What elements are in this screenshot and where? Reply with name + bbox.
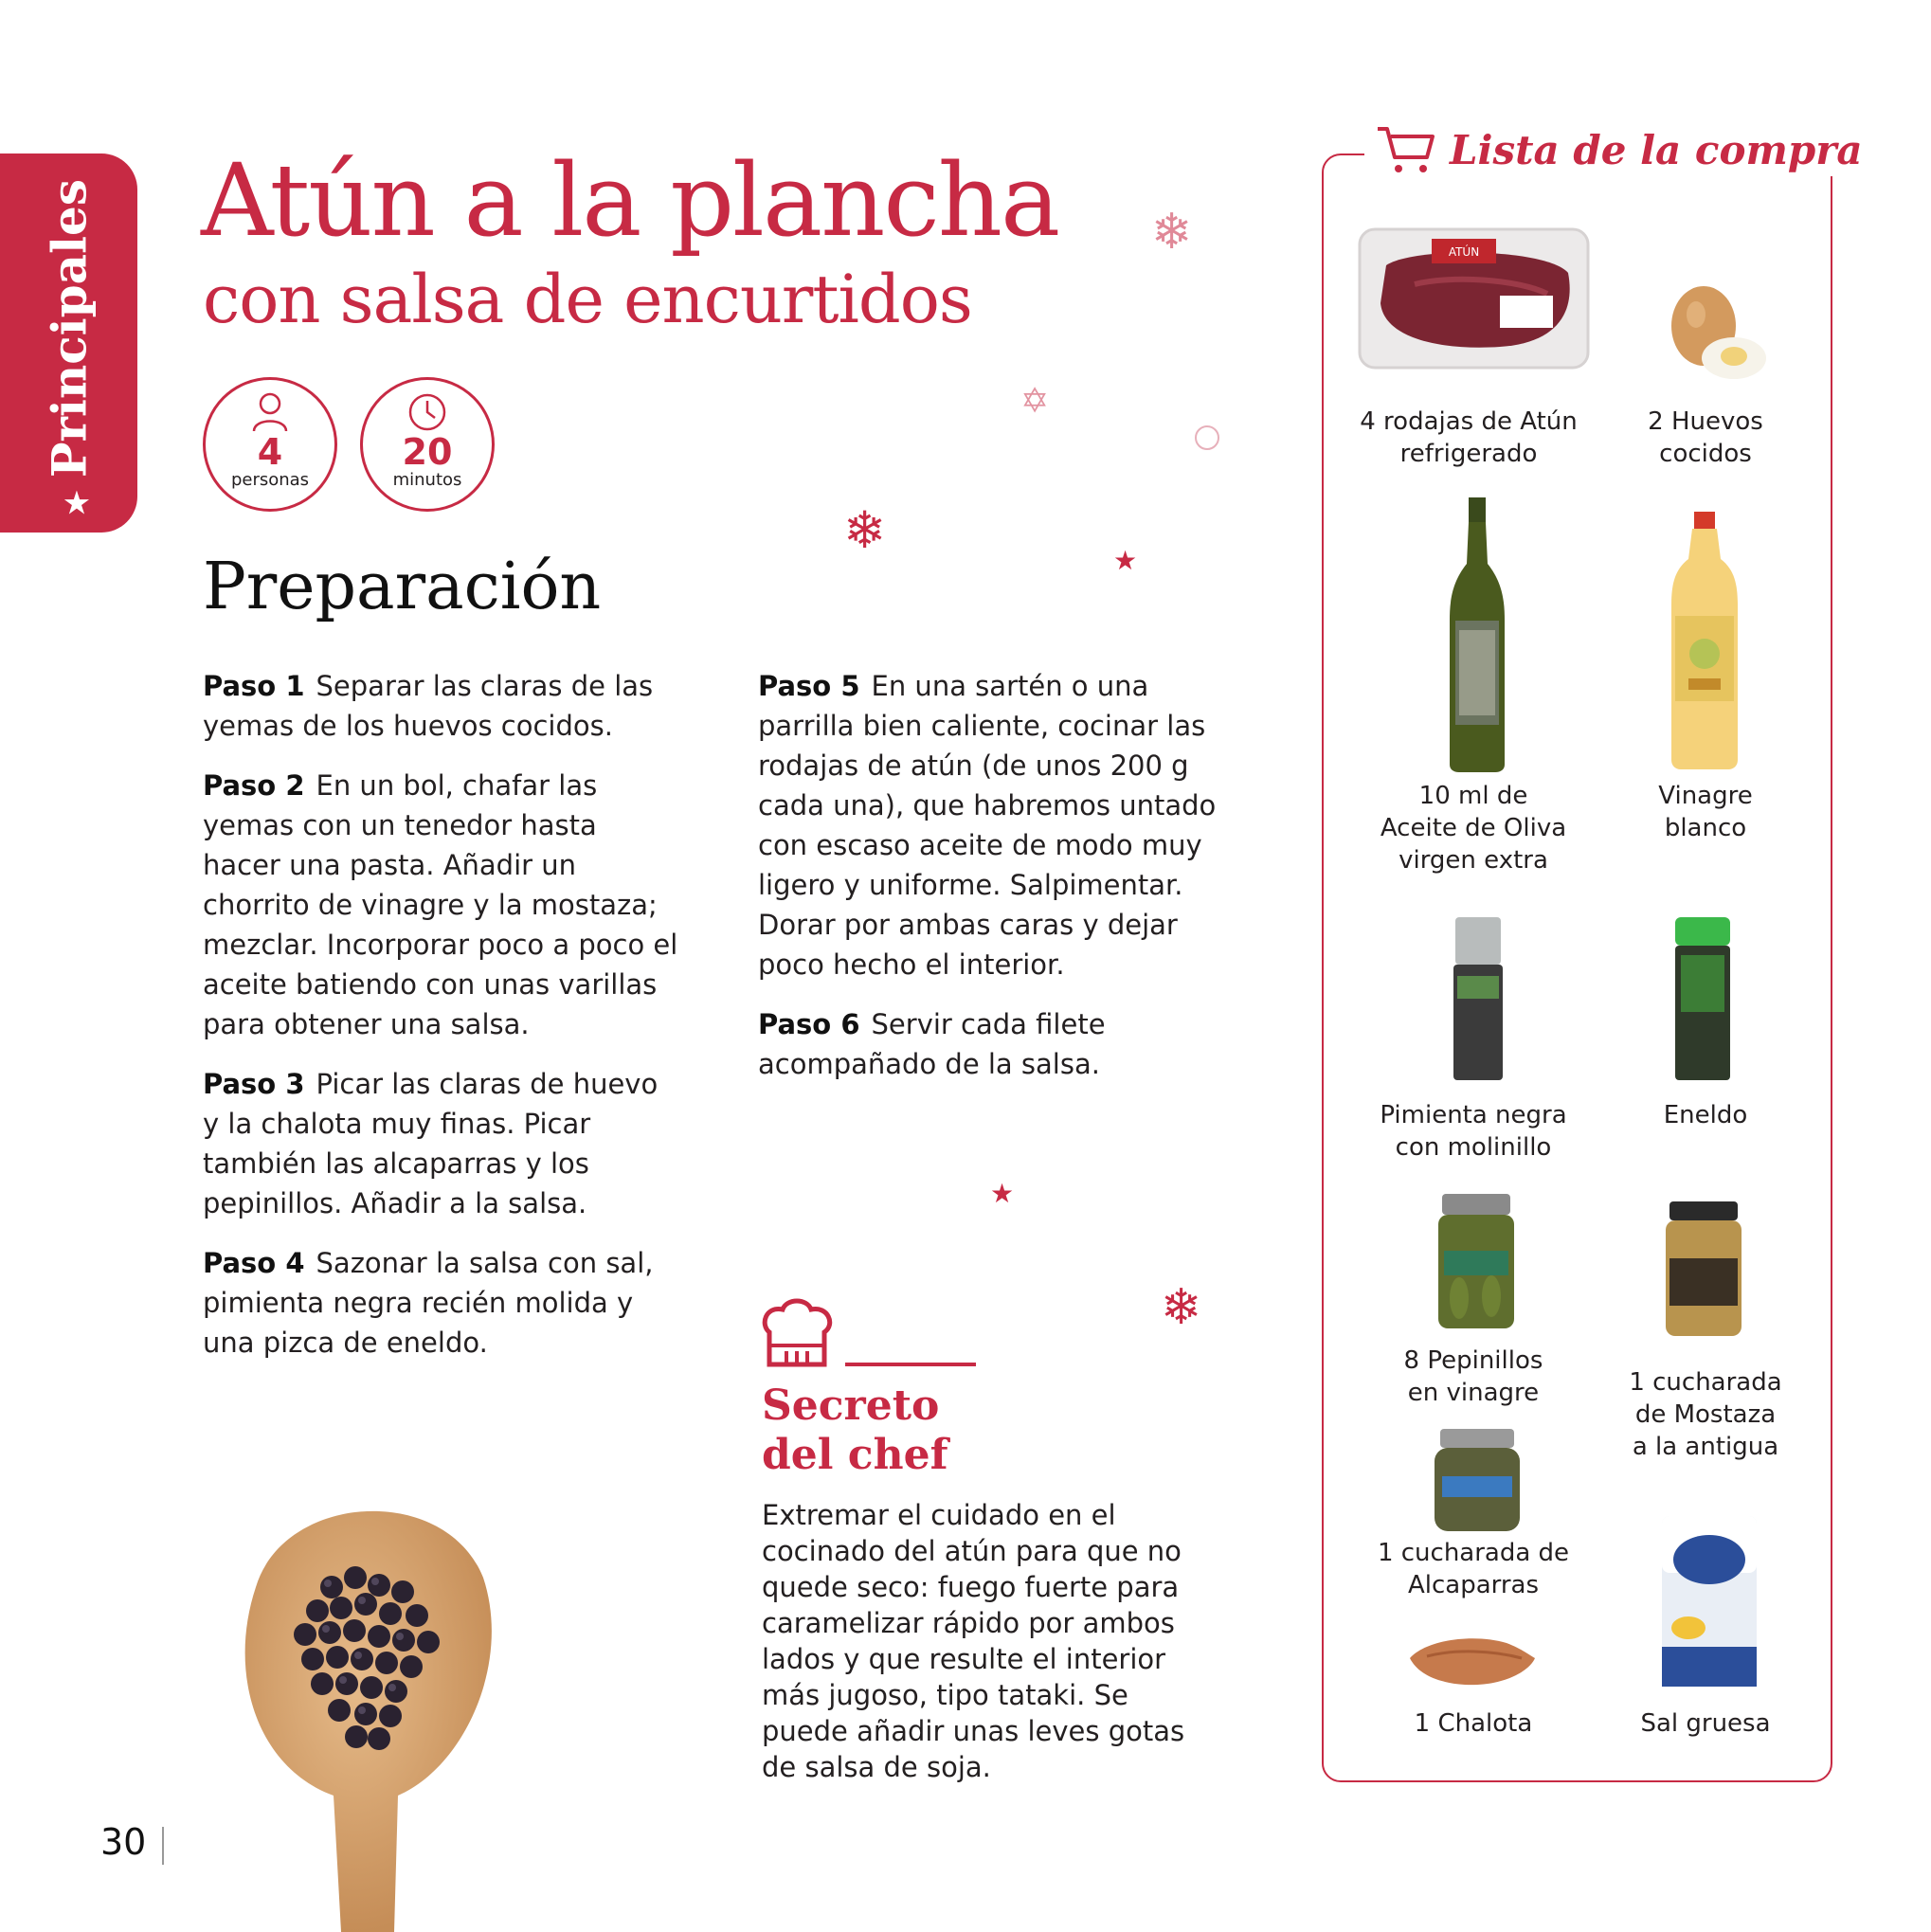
circle-decoration bbox=[1195, 425, 1219, 450]
shopping-item-dill: Eneldo bbox=[1663, 1101, 1748, 1129]
step-6 bbox=[758, 1004, 1232, 1084]
section-tab-label bbox=[41, 179, 98, 521]
olive-oil-bottle-image bbox=[1448, 497, 1507, 772]
step-label: Paso 2 bbox=[203, 769, 305, 802]
servings-badge bbox=[203, 377, 337, 512]
tuna-tray-label: ATÚN bbox=[1448, 245, 1480, 259]
time-badge bbox=[360, 377, 495, 512]
shopping-item-tuna: 4 rodajas de Atún refrigerado bbox=[1360, 407, 1578, 468]
snowflake-icon: ❄ bbox=[843, 500, 887, 560]
dill-jar-image bbox=[1671, 917, 1734, 1083]
mustard-jar-image bbox=[1664, 1201, 1743, 1339]
steps-column-right bbox=[758, 666, 1232, 1104]
shopping-item-mustard: 1 cucharada de Mostaza a la antigua bbox=[1629, 1368, 1782, 1461]
shopping-item-olive-oil: 10 ml de Aceite de Oliva virgen extra bbox=[1380, 782, 1567, 875]
snowflake-icon: ❄ bbox=[1151, 204, 1193, 261]
pickles-jar-image bbox=[1436, 1194, 1516, 1331]
salt-bag-image bbox=[1660, 1514, 1759, 1688]
servings-unit: personas bbox=[230, 470, 310, 490]
section-tab bbox=[0, 153, 137, 533]
step-1 bbox=[203, 666, 681, 746]
step-text: Servir cada filete acompañado de la salsa. bbox=[758, 1008, 1106, 1080]
page-number-divider bbox=[162, 1827, 164, 1865]
shallot-image bbox=[1408, 1630, 1537, 1692]
shopping-item-eggs: 2 Huevos cocidos bbox=[1648, 407, 1763, 468]
step-3 bbox=[203, 1064, 681, 1223]
chef-secret-text: Extremar el cuidado en el cocinado del atún para que no quede seco: fuego fuerte para caramelizar rápido por ambos lados y que resulte el interior más jugoso, tipo tataki. Se puede añadir unas leves gotas de salsa de soja. bbox=[762, 1499, 1185, 1783]
star-outline-icon: ✡ bbox=[1020, 382, 1050, 421]
shopping-item-vinegar: Vinagre blanco bbox=[1658, 782, 1753, 842]
shopping-item-black-pepper: Pimienta negra con molinillo bbox=[1380, 1101, 1567, 1162]
step-text: En una sartén o una parrilla bien caliente, cocinar las rodajas de atún (de unos 200 g cada una), que habremos untado con escaso aceite de modo muy ligero y uniforme. Salpimentar. Dorar por ambas caras y dejar poco hecho el interior. bbox=[758, 670, 1217, 981]
recipe-title: Atún a la plancha bbox=[201, 142, 1059, 259]
star-icon: ★ bbox=[63, 487, 90, 521]
chef-heading-line: del chef bbox=[762, 1431, 948, 1479]
shopping-item-shallot: 1 Chalota bbox=[1414, 1709, 1533, 1738]
shopping-list-header bbox=[1364, 123, 1874, 176]
shopping-item-pickles: 8 Pepinillos en vinagre bbox=[1403, 1346, 1543, 1407]
steps-column-left bbox=[203, 666, 681, 1382]
step-text: Picar las claras de huevo y la chalota muy finas. Picar también las alcaparras y los pepinillos. Añadir a la salsa. bbox=[203, 1068, 659, 1219]
step-text: Sazonar la salsa con sal, pimienta negra recién molida y una pizca de eneldo. bbox=[203, 1247, 654, 1359]
chef-heading-line: Secreto bbox=[762, 1381, 940, 1430]
section-tab-text: Principales bbox=[41, 179, 98, 478]
snowflake-icon: ❄ bbox=[1161, 1279, 1202, 1336]
time-number: 20 bbox=[402, 431, 453, 473]
step-label: Paso 3 bbox=[203, 1068, 305, 1100]
star-icon: ★ bbox=[1113, 545, 1138, 576]
shopping-list-title: Lista de la compra bbox=[1450, 126, 1863, 173]
step-text: Separar las claras de las yemas de los huevos cocidos. bbox=[203, 670, 654, 742]
chef-hat-icon bbox=[758, 1296, 985, 1372]
pepper-grinder-image bbox=[1450, 917, 1507, 1083]
shopping-item-coarse-salt: Sal gruesa bbox=[1640, 1709, 1771, 1738]
clock-icon bbox=[406, 391, 448, 433]
person-icon bbox=[251, 391, 289, 433]
step-5 bbox=[758, 666, 1232, 984]
step-label: Paso 4 bbox=[203, 1247, 305, 1279]
step-label: Paso 6 bbox=[758, 1008, 860, 1040]
egg-image bbox=[1658, 280, 1772, 385]
step-label: Paso 5 bbox=[758, 670, 860, 702]
servings-number: 4 bbox=[257, 431, 283, 473]
shopping-cart-icon bbox=[1376, 123, 1436, 176]
recipe-subtitle: con salsa de encurtidos bbox=[203, 261, 972, 338]
chef-secret-heading bbox=[762, 1381, 1008, 1480]
page-number: 30 bbox=[100, 1821, 147, 1863]
step-label: Paso 1 bbox=[203, 670, 305, 702]
step-4 bbox=[203, 1243, 681, 1363]
preparation-heading: Preparación bbox=[203, 550, 602, 624]
time-unit: minutos bbox=[392, 470, 462, 490]
shopping-item-capers: 1 cucharada de Alcaparras bbox=[1377, 1539, 1570, 1599]
star-icon: ★ bbox=[990, 1178, 1015, 1209]
capers-jar-image bbox=[1433, 1429, 1522, 1533]
tuna-tray-image bbox=[1358, 227, 1590, 370]
vinegar-bottle-image bbox=[1669, 512, 1740, 769]
step-2 bbox=[203, 766, 681, 1044]
wooden-spoon-image bbox=[227, 1483, 512, 1932]
step-text: En un bol, chafar las yemas con un tenedor hasta hacer una pasta. Añadir un chorrito de vinagre y la mostaza; mezclar. Incorporar poco a poco el aceite batiendo con unas varillas para obtener una salsa. bbox=[203, 769, 678, 1040]
